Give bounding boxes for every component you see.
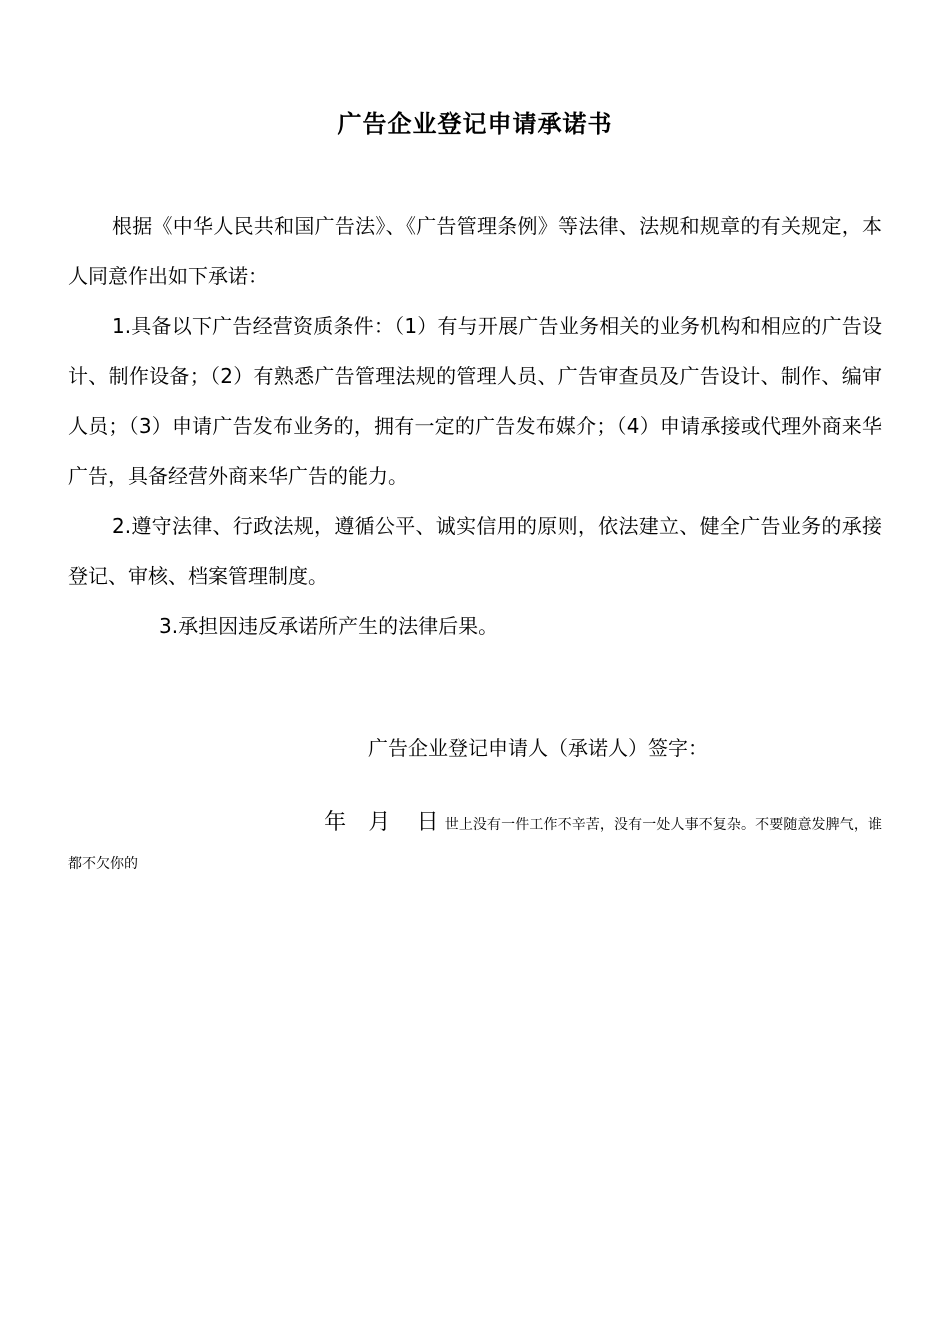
date-year: 年 <box>324 810 347 835</box>
date-line <box>68 804 882 883</box>
item-2-paragraph: 2.遵守法律、行政法规，遵循公平、诚实信用的原则，依法建立、健全广告业务的承接登记、审核、档案管理制度。 <box>68 514 882 588</box>
intro-paragraph: 根据《中华人民共和国广告法》、《广告管理条例》等法律、法规和规章的有关规定，本人同意作出如下承诺： <box>68 214 882 288</box>
date-day: 日 <box>416 810 439 835</box>
document-title: 广告企业登记申请承诺书 <box>337 110 613 138</box>
item-3-paragraph: 3.承担因违反承诺所产生的法律后果。 <box>159 614 499 638</box>
commitment-body <box>68 201 882 651</box>
footer-note: 世上没有一件工作不辛苦，没有一处人事不复杂。不要随意发脾气，谁都不欠你的 <box>68 817 882 872</box>
signature-label: 广告企业登记申请人（承诺人）签字： <box>368 736 708 760</box>
date-month: 月 <box>368 810 391 835</box>
item-1-paragraph: 1.具备以下广告经营资质条件：（1）有与开展广告业务相关的业务机构和相应的广告设计、制作设备；（2）有熟悉广告管理法规的管理人员、广告审查员及广告设计、制作、编审人员；（3）申请广告发布业务的，拥有一定的广告发布媒介；（4）申请承接或代理外商来华广告，具备经营外商来华广告的能力。 <box>68 314 882 488</box>
